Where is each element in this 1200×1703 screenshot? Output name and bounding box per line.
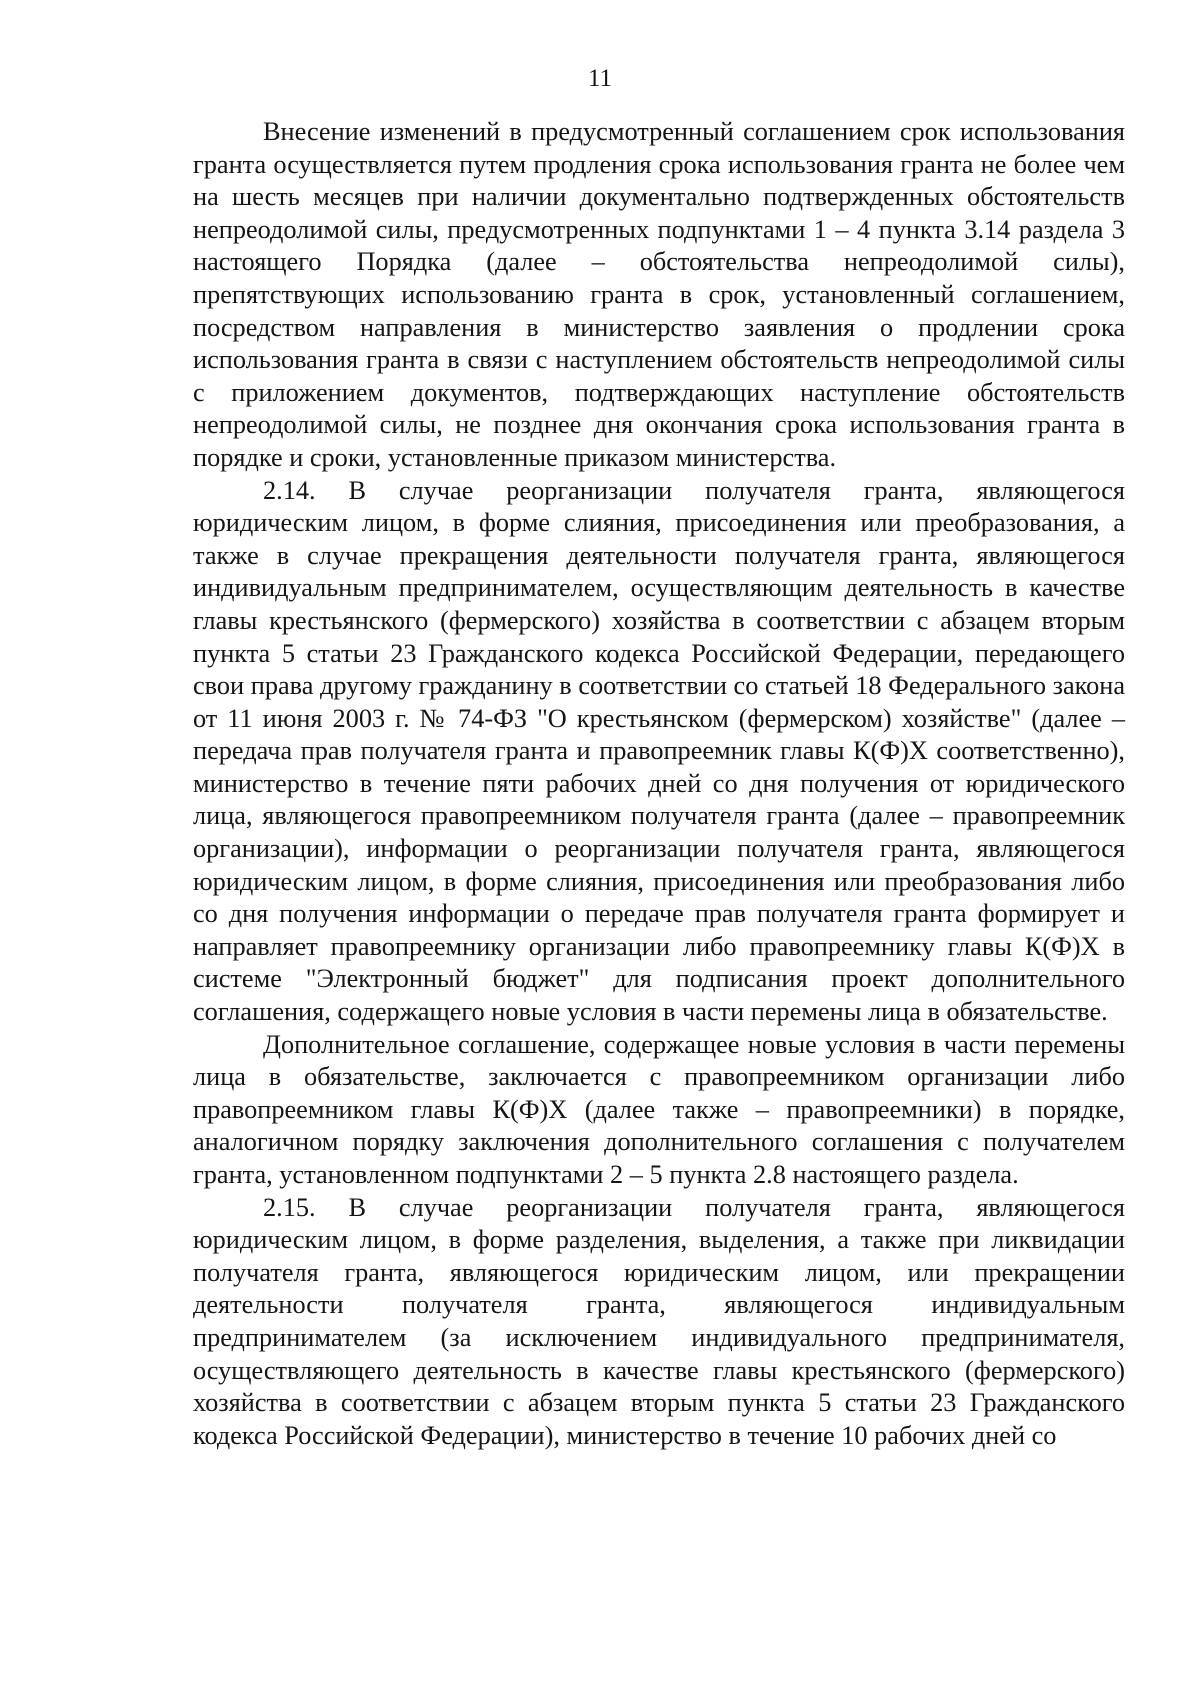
- paragraph-additional-agreement: Дополнительное соглашение, содержащее новые условия в части перемены лица в обязательстве, заключается с правопреемником организации либо правопреемником главы К(Ф)Х (далее также – правопреемники) в порядке, аналогичном порядку заключения дополнительного соглашения с получателем гранта, установленном подпунктами 2 – 5 пункта 2.8 настоящего раздела.: [193, 1029, 1125, 1189]
- document-body: [193, 116, 1125, 1452]
- paragraph-2-14: 2.14. В случае реорганизации получателя гранта, являющегося юридическим лицом, в форме слияния, присоединения или преобразования, а также в случае прекращения деятельности получателя гранта, являющегося индивидуальным предпринимателем, осуществляющим деятельность в качестве главы крестьянского (фермерского) хозяйства в соответствии с абзацем вторым пункта 5 статьи 23 Гражданского кодекса Российской Федерации, передающего свои права другому гражданину в соответствии со статьей 18 Федерального закона от 11 июня 2003 г. № 74-ФЗ "О крестьянском (фермерском) хозяйстве" (далее – передача прав получателя гранта и правопреемник главы К(Ф)Х соответственно), министерство в течение пяти рабочих дней со дня получения от юридического лица, являющегося правопреемником получателя гранта (далее – правопреемник организации), информации о реорганизации получателя гранта, являющегося юридическим лицом, в форме слияния, присоединения или преобразования либо со дня получения информации о передаче прав получателя гранта формирует и направляет правопреемнику организации либо правопреемнику главы К(Ф)Х в системе "Электронный бюджет" для подписания проект дополнительного соглашения, содержащего новые условия в части перемены лица в обязательстве.: [193, 475, 1125, 1027]
- page-number: 11: [587, 65, 613, 92]
- paragraph-extension-of-grant-term: Внесение изменений в предусмотренный соглашением срок использования гранта осуществляется путем продления срока использования гранта не более чем на шесть месяцев при наличии документально подтвержденных обстоятельств непреодолимой силы, предусмотренных подпунктами 1 – 4 пункта 3.14 раздела 3 настоящего Порядка (далее – обстоятельства непреодолимой силы), препятствующих использованию гранта в срок, установленный соглашением, посредством направления в министерство заявления о продлении срока использования гранта в связи с наступлением обстоятельств непреодолимой силы с приложением документов, подтверждающих наступление обстоятельств непреодолимой силы, не позднее дня окончания срока использования гранта в порядке и сроки, установленные приказом министерства.: [193, 117, 1125, 472]
- paragraph-2-15: 2.15. В случае реорганизации получателя гранта, являющегося юридическим лицом, в форме разделения, выделения, а также при ликвидации получателя гранта, являющегося юридическим лицом, или прекращении деятельности получателя гранта, являющегося индивидуальным предпринимателем (за исключением индивидуального предпринимателя, осуществляющего деятельность в качестве главы крестьянского (фермерского) хозяйства в соответствии с абзацем вторым пункта 5 статьи 23 Гражданского кодекса Российской Федерации), министерство в течение 10 рабочих дней со: [193, 1192, 1125, 1450]
